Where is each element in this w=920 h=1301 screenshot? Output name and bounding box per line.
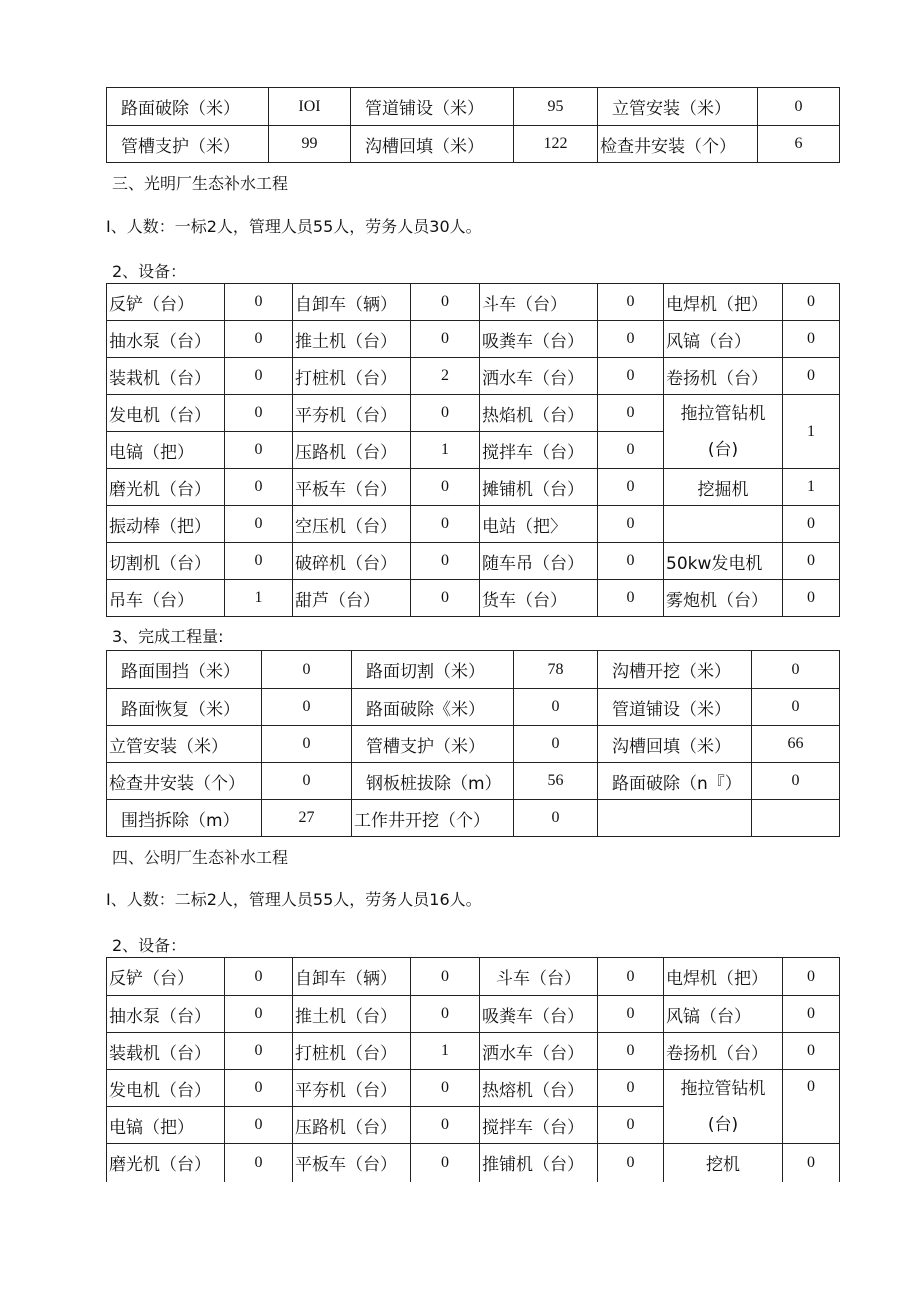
- cell-label: 风镐（台）: [664, 996, 783, 1033]
- cell-label: 推土机（台）: [293, 996, 411, 1033]
- cell-label: 卷扬机（台）: [664, 1033, 783, 1070]
- cell-label: 装载机（台）: [107, 1033, 225, 1070]
- cell-value: 0: [225, 284, 293, 321]
- table-row: [107, 996, 840, 1033]
- section4-people: I、人数：二标2人，管理人员55人，劳务人员16人。: [106, 890, 482, 909]
- cell-label: 平夯机（台）: [293, 395, 411, 432]
- cell-label: 路面恢复（米）: [107, 689, 262, 726]
- section3-equip-title: 2、设备：: [112, 262, 187, 281]
- cell-label: [664, 506, 783, 543]
- cell-label: 检查井安装（个）: [598, 126, 758, 163]
- cell-value: 2: [411, 358, 480, 395]
- merged-drill-label: [664, 1070, 783, 1144]
- cell-label: 路面破除《米）: [352, 689, 514, 726]
- cell-label: 平板车（台）: [293, 469, 411, 506]
- cell-label: 空压机（台）: [293, 506, 411, 543]
- cell-value: 0: [411, 1070, 480, 1107]
- cell-value: 0: [225, 958, 293, 996]
- section4-title: 四、公明厂生态补水工程: [112, 848, 289, 867]
- cell-value: 0: [225, 321, 293, 358]
- cell-label: 管槽支护（米）: [107, 126, 269, 163]
- cell-value: 0: [225, 1107, 293, 1144]
- cell-label: 沟槽开挖（米）: [598, 651, 752, 689]
- table-row: [107, 726, 840, 763]
- section4-equip-title: 2、设备：: [112, 936, 187, 955]
- cell-label: 钢板桩拔除（m）: [352, 763, 514, 800]
- cell-value: 0: [225, 358, 293, 395]
- cell-value: 1: [225, 580, 293, 617]
- cell-value: 27: [262, 800, 352, 837]
- cell-value: 0: [225, 469, 293, 506]
- cell-value: 122: [514, 126, 598, 163]
- section3-work-title: 3、完成工程量:: [112, 627, 224, 646]
- cell-label: 围挡拆除（m）: [107, 800, 262, 837]
- cell-label: 磨光机（台）: [107, 469, 225, 506]
- cell-value: 0: [598, 996, 664, 1033]
- cell-value: 0: [411, 395, 480, 432]
- cell-label: 卷扬机（台）: [664, 358, 783, 395]
- cell-label: 平板车（台）: [293, 1144, 411, 1182]
- cell-label: 压路机（台）: [293, 1107, 411, 1144]
- cell-value: 0: [783, 958, 840, 996]
- cell-value: 0: [598, 580, 664, 617]
- cell-value: 0: [411, 958, 480, 996]
- merged-drill-value: 0: [783, 1070, 840, 1144]
- merged-drill-label-line1: 拖拉管钻机: [680, 1078, 766, 1099]
- cell-label: 随车吊（台）: [480, 543, 598, 580]
- cell-value: 0: [262, 651, 352, 689]
- cell-label: 电镐（把）: [107, 432, 225, 469]
- cell-value: 0: [262, 689, 352, 726]
- cell-value: 0: [225, 1033, 293, 1070]
- cell-label: 挖掘机: [664, 469, 783, 506]
- cell-label: 压路机（台）: [293, 432, 411, 469]
- cell-value: 0: [225, 1144, 293, 1182]
- cell-label: 磨光机（台）: [107, 1144, 225, 1182]
- cell-label: 管槽支护（米）: [352, 726, 514, 763]
- cell-value: 0: [598, 469, 664, 506]
- table-row: [107, 958, 840, 996]
- cell-value: 0: [411, 580, 480, 617]
- cell-label: 热焰机（台）: [480, 395, 598, 432]
- cell-label: 检查井安装（个）: [107, 763, 262, 800]
- cell-label: 沟槽回填（米）: [598, 726, 752, 763]
- cell-label: 推土机（台）: [293, 321, 411, 358]
- cell-label: 电焊机（把）: [664, 958, 783, 996]
- table-row: [107, 1033, 840, 1070]
- cell-label: 立管安装（米）: [107, 726, 262, 763]
- cell-value: 0: [783, 543, 840, 580]
- section4-equipment-table: [106, 957, 840, 1182]
- cell-value: 0: [598, 506, 664, 543]
- cell-value: 0: [752, 763, 840, 800]
- cell-value: 0: [225, 996, 293, 1033]
- merged-drill-label-line1: 拖拉管钻机: [680, 403, 766, 424]
- cell-label: 自卸车（辆）: [293, 958, 411, 996]
- cell-value: 0: [783, 1144, 840, 1182]
- cell-label: 打桩机（台）: [293, 358, 411, 395]
- cell-value: 0: [598, 432, 664, 469]
- cell-value: 0: [411, 506, 480, 543]
- cell-label: 发电机（台）: [107, 1070, 225, 1107]
- cell-value: 0: [598, 1033, 664, 1070]
- cell-label: 货车（台）: [480, 580, 598, 617]
- cell-value: 0: [598, 543, 664, 580]
- cell-value: 0: [783, 506, 840, 543]
- cell-value: 99: [269, 126, 351, 163]
- cell-label: 50kw发电机: [664, 543, 783, 580]
- cell-label: 切割机（台）: [107, 543, 225, 580]
- cell-label: 装栽机（台）: [107, 358, 225, 395]
- cell-value: 0: [598, 321, 664, 358]
- table-row: [107, 800, 840, 837]
- cell-label: 振动棒（把）: [107, 506, 225, 543]
- cell-label: 管道铺设（米）: [598, 689, 752, 726]
- cell-label: 管道铺设（米）: [351, 88, 514, 126]
- cell-label: 自卸车（辆）: [293, 284, 411, 321]
- cell-value: 0: [758, 88, 840, 126]
- cell-value: 0: [783, 321, 840, 358]
- cell-value: 0: [225, 395, 293, 432]
- cell-value: 0: [783, 580, 840, 617]
- cell-label: 电焊机（把）: [664, 284, 783, 321]
- section3-title: 三、光明厂生态补水工程: [112, 174, 289, 193]
- merged-drill-label-line2: (台): [707, 439, 739, 460]
- table-row: [107, 543, 840, 580]
- table-row: [107, 506, 840, 543]
- cell-label: 吸粪车（台）: [480, 996, 598, 1033]
- cell-label: 沟槽回填（米）: [351, 126, 514, 163]
- cell-label: 立管安装（米）: [598, 88, 758, 126]
- table-row: [107, 321, 840, 358]
- section3-work-table: [106, 650, 840, 837]
- cell-value: 1: [411, 432, 480, 469]
- table-row: [107, 580, 840, 617]
- table-row: [107, 1144, 840, 1182]
- cell-label: 反铲（台）: [107, 958, 225, 996]
- cell-label: 路面围挡（米）: [107, 651, 262, 689]
- cell-value: 0: [598, 358, 664, 395]
- cell-value: 0: [752, 651, 840, 689]
- table-row: [107, 469, 840, 506]
- top-quantity-table: [106, 87, 840, 163]
- cell-value: 0: [598, 1070, 664, 1107]
- cell-value: 0: [411, 543, 480, 580]
- cell-value: 0: [783, 358, 840, 395]
- cell-label: 风镐（台）: [664, 321, 783, 358]
- cell-label: 雾炮机（台）: [664, 580, 783, 617]
- section3-people: I、人数：一标2人，管理人员55人，劳务人员30人。: [106, 217, 482, 236]
- cell-value: 0: [411, 1144, 480, 1182]
- table-row: [107, 763, 840, 800]
- cell-value: 0: [752, 689, 840, 726]
- cell-label: 斗车（台）: [480, 284, 598, 321]
- cell-value: 0: [225, 543, 293, 580]
- section3-equipment-table: [106, 283, 840, 617]
- merged-drill-label: [664, 395, 783, 469]
- cell-value: 56: [514, 763, 598, 800]
- cell-value: 0: [598, 395, 664, 432]
- cell-label: 平夯机（台）: [293, 1070, 411, 1107]
- table-row: [107, 284, 840, 321]
- cell-label: 工作井开挖（个）: [352, 800, 514, 837]
- table-row: [107, 1070, 840, 1107]
- cell-label: 热熔机（台）: [480, 1070, 598, 1107]
- cell-label: 搅拌车（台）: [480, 1107, 598, 1144]
- cell-value: 1: [783, 469, 840, 506]
- cell-label: 抽水泵（台）: [107, 321, 225, 358]
- cell-label: 抽水泵（台）: [107, 996, 225, 1033]
- cell-value: 0: [783, 996, 840, 1033]
- cell-value: 0: [514, 800, 598, 837]
- table-row: [107, 395, 840, 432]
- table-row: [107, 126, 840, 163]
- cell-label: 路面破除（n『）: [598, 763, 752, 800]
- cell-label: 打桩机（台）: [293, 1033, 411, 1070]
- cell-label: [598, 800, 752, 837]
- table-row: [107, 358, 840, 395]
- cell-label: 吸粪车（台）: [480, 321, 598, 358]
- cell-value: 0: [411, 996, 480, 1033]
- cell-value: 0: [411, 1107, 480, 1144]
- merged-drill-label-line2: (台): [707, 1114, 739, 1135]
- cell-value: 78: [514, 651, 598, 689]
- cell-label: 搅拌车（台）: [480, 432, 598, 469]
- cell-value: 0: [262, 763, 352, 800]
- cell-value: 0: [598, 958, 664, 996]
- cell-value: 0: [783, 1033, 840, 1070]
- table-row: [107, 651, 840, 689]
- cell-label: 电站（把〉: [480, 506, 598, 543]
- cell-label: 斗车（台）: [480, 958, 598, 996]
- cell-value: 0: [598, 284, 664, 321]
- cell-label: 吊车（台）: [107, 580, 225, 617]
- cell-label: 发电机（台）: [107, 395, 225, 432]
- cell-value: 0: [225, 1070, 293, 1107]
- cell-value: 6: [758, 126, 840, 163]
- cell-label: 洒水车（台）: [480, 358, 598, 395]
- cell-label: 洒水车（台）: [480, 1033, 598, 1070]
- cell-value: 0: [262, 726, 352, 763]
- cell-label: 反铲（台）: [107, 284, 225, 321]
- cell-value: 66: [752, 726, 840, 763]
- cell-label: 路面切割（米）: [352, 651, 514, 689]
- merged-drill-value: 1: [783, 395, 840, 469]
- cell-value: 0: [225, 506, 293, 543]
- cell-value: 0: [598, 1107, 664, 1144]
- cell-label: 摊铺机（台）: [480, 469, 598, 506]
- cell-value: 1: [411, 1033, 480, 1070]
- table-row: [107, 88, 840, 126]
- cell-value: 0: [783, 284, 840, 321]
- cell-value: 0: [225, 432, 293, 469]
- cell-value: IOI: [269, 88, 351, 126]
- cell-value: 0: [411, 469, 480, 506]
- cell-value: 0: [514, 726, 598, 763]
- table-row: [107, 689, 840, 726]
- cell-value: 0: [411, 284, 480, 321]
- cell-label: 挖机: [664, 1144, 783, 1182]
- cell-value: [752, 800, 840, 837]
- cell-label: 甜芦（台）: [293, 580, 411, 617]
- cell-label: 推铺机（台）: [480, 1144, 598, 1182]
- cell-label: 破碎机（台）: [293, 543, 411, 580]
- cell-label: 电镐（把）: [107, 1107, 225, 1144]
- cell-value: 0: [514, 689, 598, 726]
- cell-label: 路面破除（米）: [107, 88, 269, 126]
- cell-value: 0: [411, 321, 480, 358]
- cell-value: 0: [598, 1144, 664, 1182]
- cell-value: 95: [514, 88, 598, 126]
